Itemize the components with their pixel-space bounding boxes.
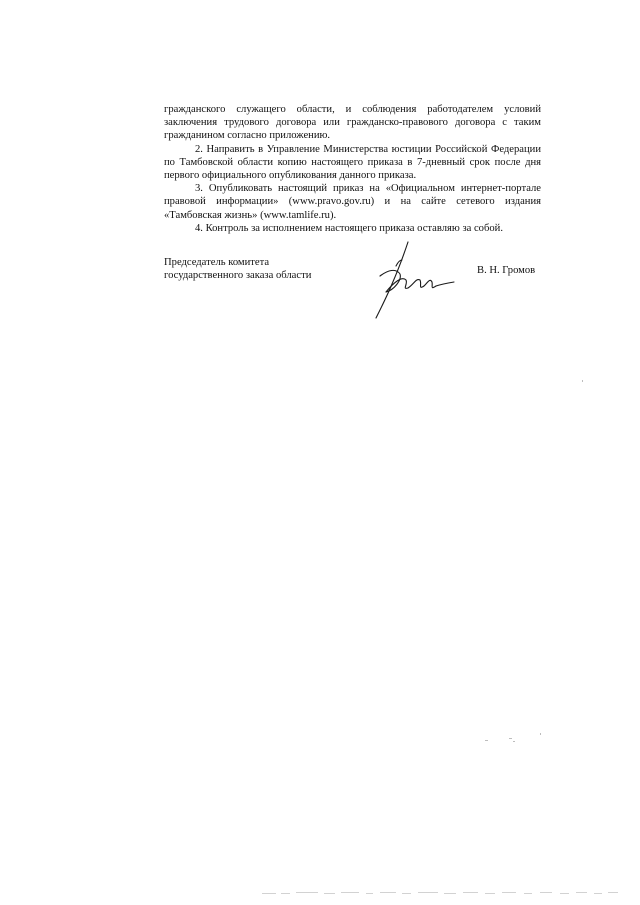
handwritten-signature <box>366 238 456 320</box>
document-body <box>164 103 541 235</box>
paragraph-item-4: 4. Контроль за исполнением настоящего приказа оставляю за собой. <box>195 222 503 234</box>
signatory-title-line-1: Председатель комитета <box>164 257 270 268</box>
signatory-name: В. Н. Громов <box>477 265 536 276</box>
paragraph-item-3: 3. Опубликовать настоящий приказ на «Официальном интернет-портале правовой информации» (www.pravo.gov.ru) и на сайте сетевого издания «Тамбовская жизнь» (www.tamlife.ru). <box>164 183 541 221</box>
signatory-title-line-2: государственного заказа области <box>164 270 312 282</box>
paragraph-item-2: 2. Направить в Управление Министерства юстиции Российской Федерации по Тамбовской области копию настоящего приказа в 7-дневный срок после дня первого официального опубликования данного приказа. <box>164 143 541 182</box>
paragraph-continuation: гражданского служащего области, и соблюдения работодателем условий заключения трудового договора или гражданско-правового договора с таким гражданином согласно приложению. <box>164 104 541 142</box>
signatory-title <box>164 256 364 282</box>
